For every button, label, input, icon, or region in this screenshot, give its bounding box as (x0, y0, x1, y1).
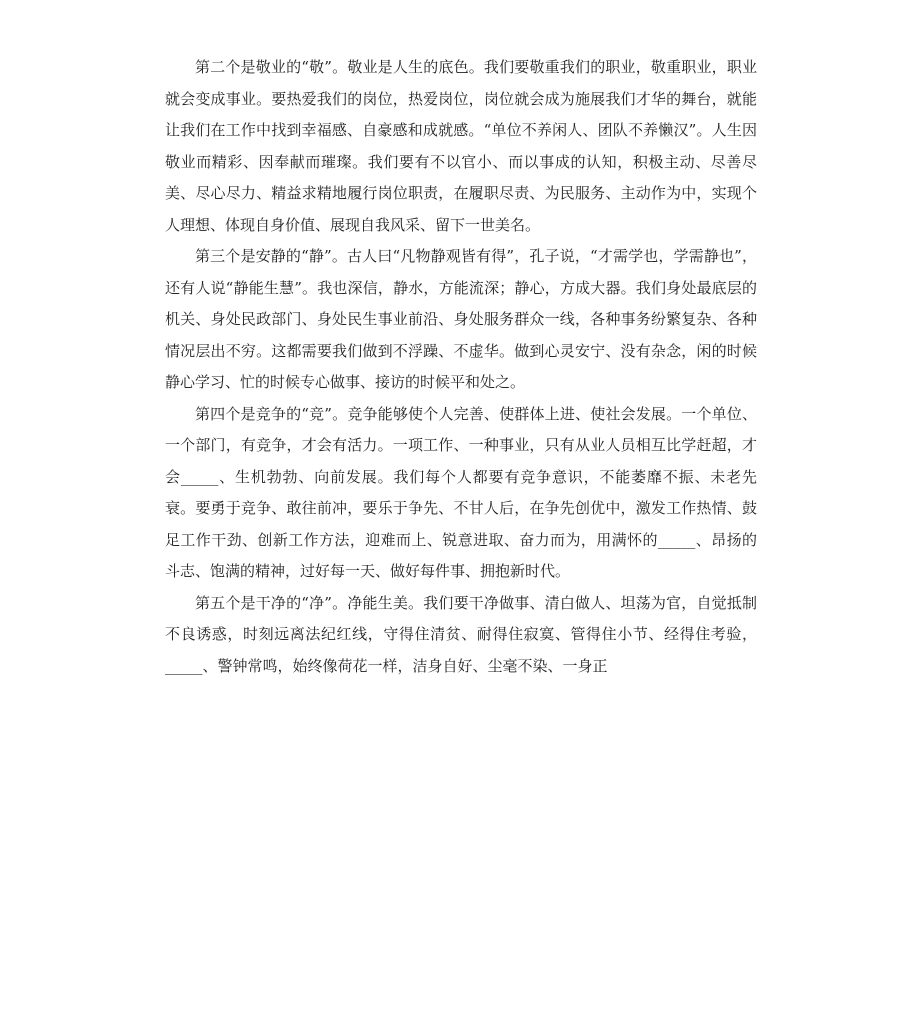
paragraph-clean: 第五个是干净的“净”。净能生美。我们要干净做事、清白做人、坦荡为官，自觉抵制不良诱惑，时刻远离法纪红线，守得住清贫、耐得住寂寞、管得住小节、经得住考验，_____、警钟常鸣，始终像荷花一样，洁身自好、尘毫不染、一身正 (165, 593, 757, 675)
paragraph-competition: 第四个是竞争的“竞”。竞争能够使个人完善、使群体上进、使社会发展。一个单位、一个部门，有竞争，才会有活力。一项工作、一种事业，只有从业人员相互比学赶超，才会_____、生机勃勃、向前发展。我们每个人都要有竞争意识，不能萎靡不振、未老先衰。要勇于竞争、敢往前冲，要乐于争先、不甘人后，在争先创优中，激发工作热情、鼓足工作干劲、创新工作方法，迎难而上、锐意进取、奋力而为，用满怀的_____、昂扬的斗志、饱满的精神，过好每一天、做好每件事、拥抱新时代。 (165, 404, 757, 580)
document-body (165, 52, 757, 682)
paragraph-calm: 第三个是安静的“静”。古人曰“凡物静观皆有得”，孔子说，“才需学也，学需静也”，还有人说“静能生慧”。我也深信，静水，方能流深；静心，方成大器。我们身处最底层的机关、身处民政部门、身处民生事业前沿、身处服务群众一线，各种事务纷繁复杂、各种情况层出不穷。这都需要我们做到不浮躁、不虚华。做到心灵安宁、没有杂念，闲的时候静心学习、忙的时候专心做事、接访的时候平和处之。 (165, 247, 757, 391)
paragraph-respect: 第二个是敬业的“敬”。敬业是人生的底色。我们要敬重我们的职业，敬重职业，职业就会变成事业。要热爱我们的岗位，热爱岗位，岗位就会成为施展我们才华的舞台，就能让我们在工作中找到幸福感、自豪感和成就感。“单位不养闲人、团队不养懒汉”。人生因敬业而精彩、因奉献而璀璨。我们要有不以官小、而以事成的认知，积极主动、尽善尽美、尽心尽力、精益求精地履行岗位职责，在履职尽责、为民服务、主动作为中，实现个人理想、体现自身价值、展现自我风采、留下一世美名。 (165, 58, 757, 234)
